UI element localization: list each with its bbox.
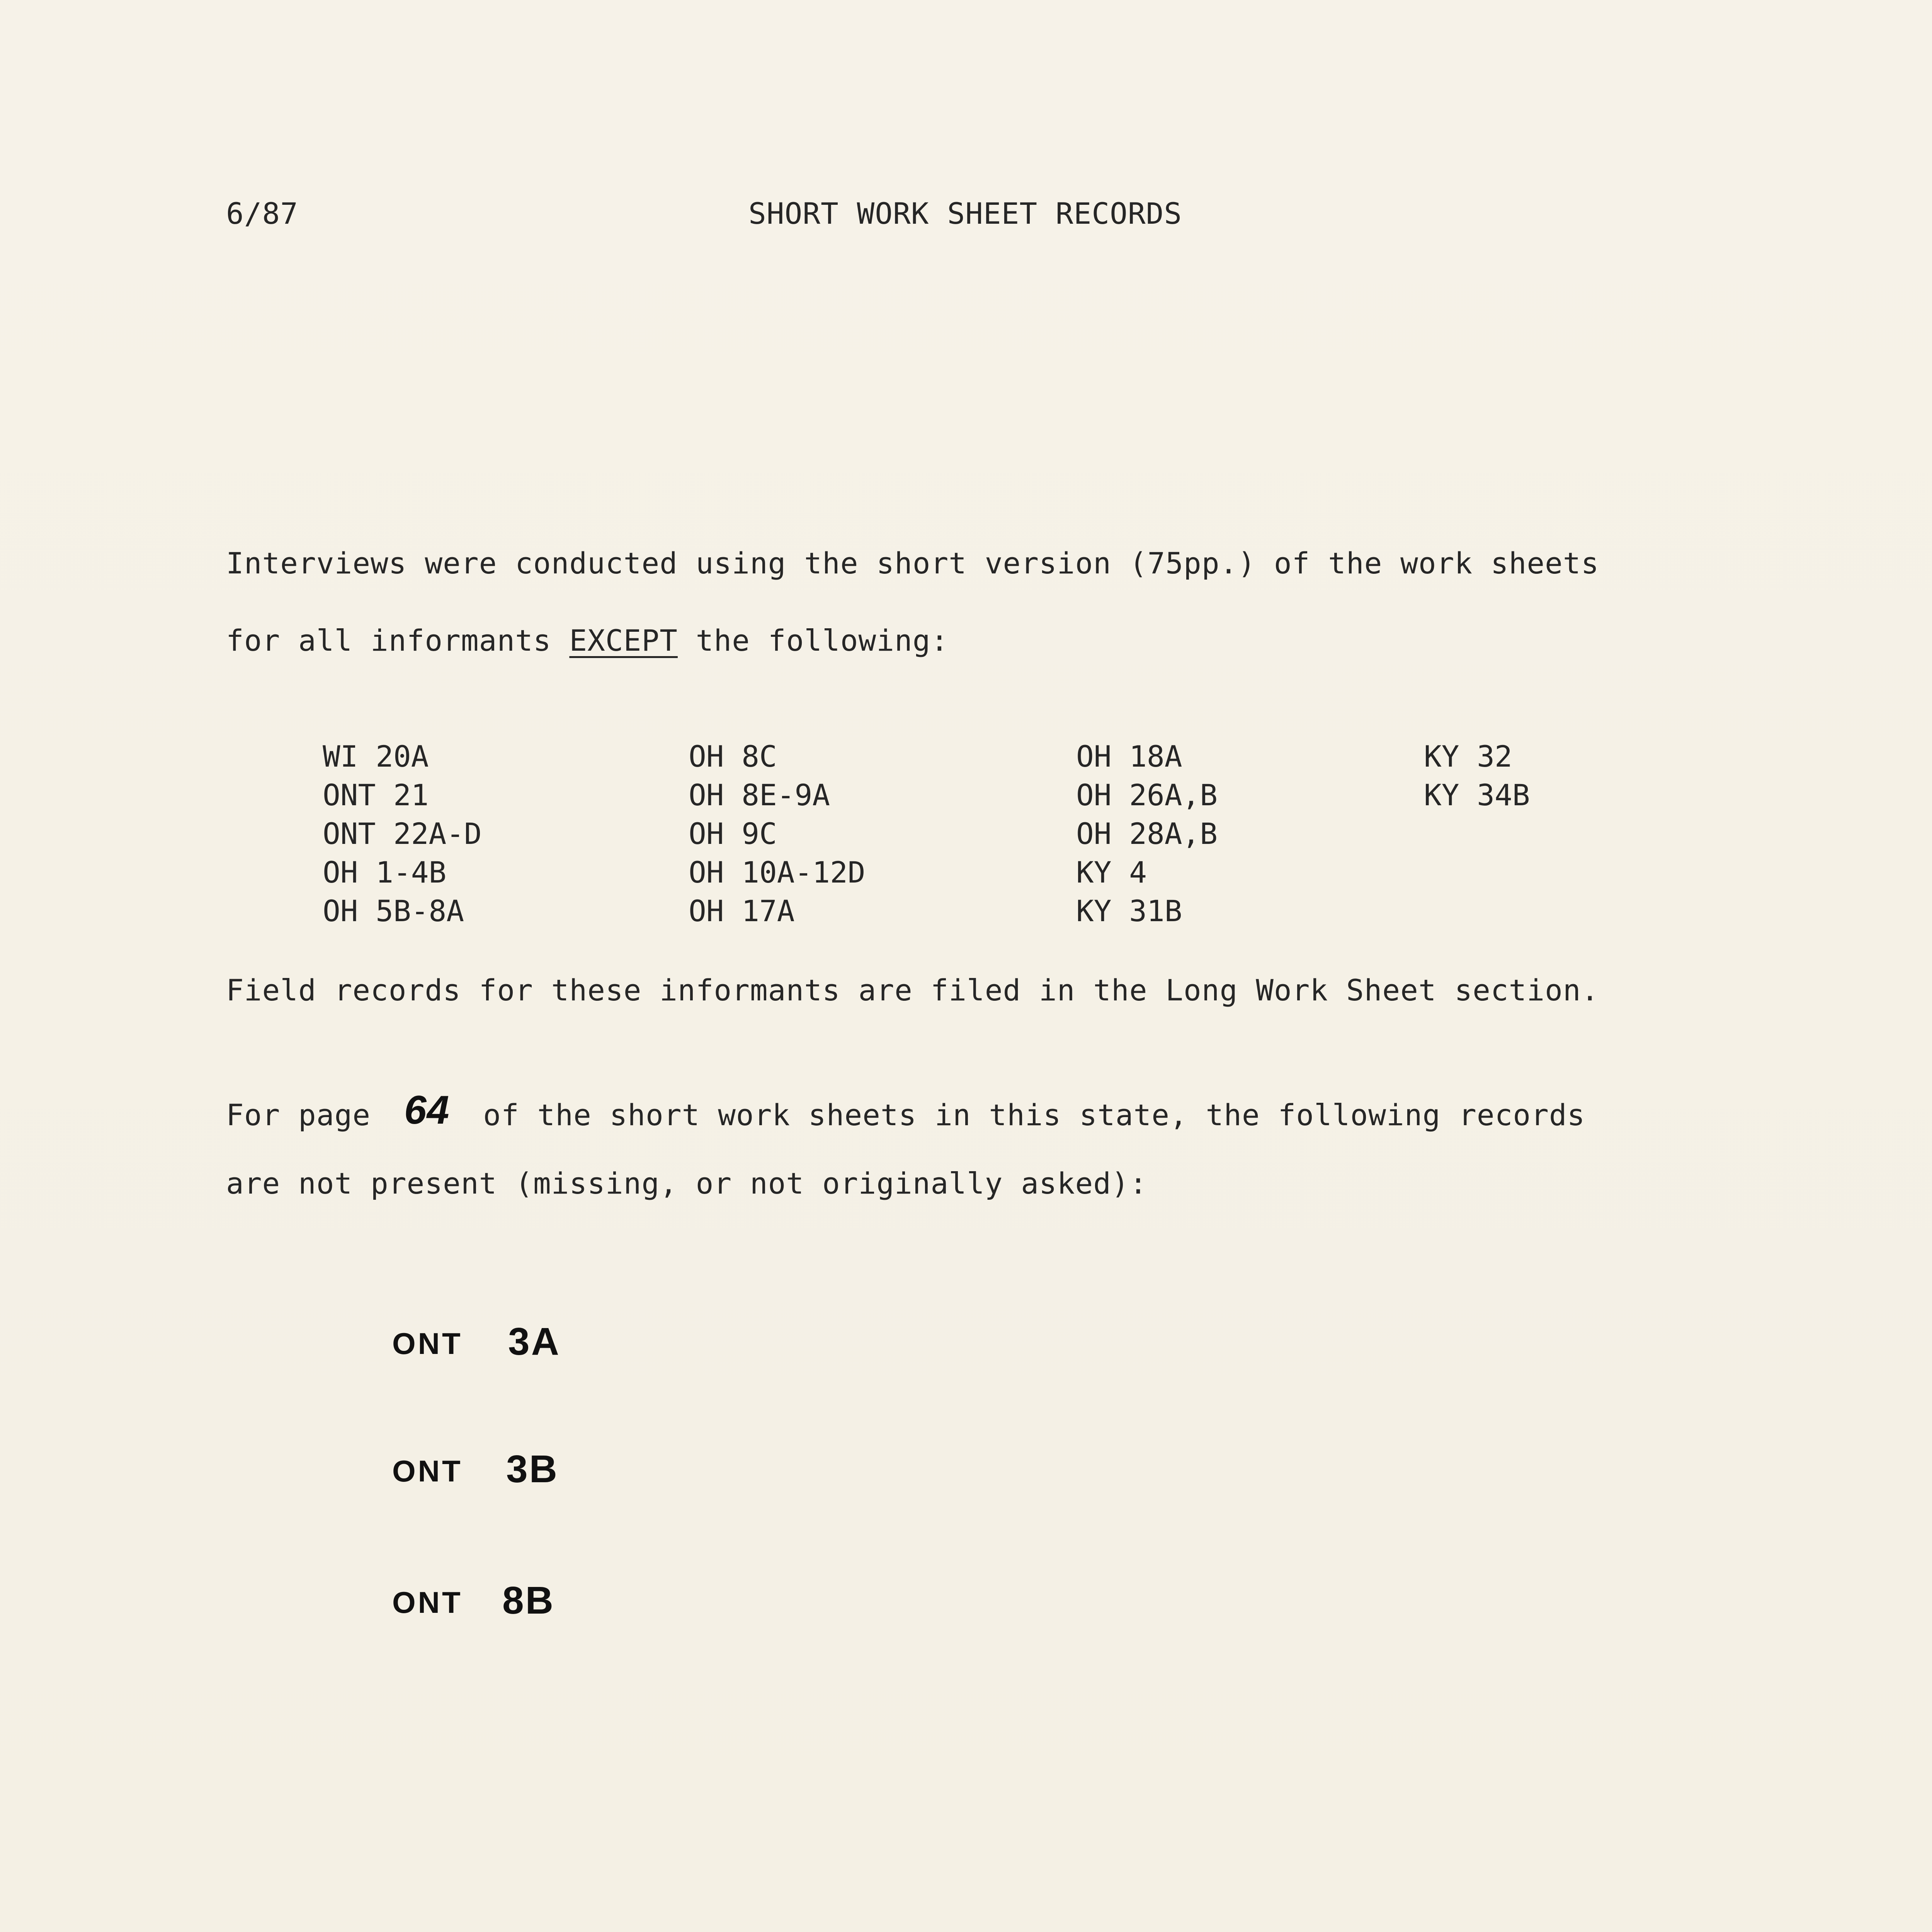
record-id: 3B <box>506 1447 559 1491</box>
handwritten-page-number: 64 <box>404 1088 450 1133</box>
missing-line-1-prefix: For page <box>226 1098 389 1132</box>
exception-item: OH 8E-9A <box>689 778 830 812</box>
exception-item: OH 17A <box>689 894 795 928</box>
exception-item: OH 18A <box>1076 739 1182 774</box>
exception-item: KY 32 <box>1424 739 1512 774</box>
intro-line-2 <box>226 623 949 658</box>
document-title: SHORT WORK SHEET RECORDS <box>748 196 1182 231</box>
exception-item: KY 31B <box>1076 894 1182 928</box>
except-emphasis: EXCEPT <box>569 623 678 658</box>
exception-item: OH 8C <box>689 739 777 774</box>
exception-item: OH 28A,B <box>1076 816 1218 851</box>
exception-item: OH 10A-12D <box>689 855 866 889</box>
intro-line-2-suffix: the following: <box>677 623 949 658</box>
field-records-note: Field records for these informants are filed in the Long Work Sheet section. <box>226 973 1599 1007</box>
missing-line-1-suffix: of the short work sheets in this state, the following records <box>465 1098 1585 1132</box>
intro-line-1: Interviews were conducted using the short version (75pp.) of the work sheets <box>226 546 1599 580</box>
record-id: 3A <box>508 1320 561 1363</box>
exception-item: KY 34B <box>1424 778 1530 812</box>
missing-line-2: are not present (missing, or not originally asked): <box>226 1166 1148 1201</box>
exception-item: OH 5B-8A <box>323 894 464 928</box>
intro-line-2-prefix: for all informants <box>226 623 570 658</box>
record-prefix: ONT <box>392 1454 463 1488</box>
record-prefix: ONT <box>392 1327 463 1361</box>
record-prefix: ONT <box>392 1585 463 1619</box>
record-id: 8B <box>502 1579 555 1622</box>
exception-item: OH 9C <box>689 816 777 851</box>
exception-item: ONT 21 <box>323 778 429 812</box>
exception-item: WI 20A <box>323 739 429 774</box>
document-date: 6/87 <box>226 196 299 231</box>
missing-line-1 <box>226 1088 1585 1133</box>
exception-item: OH 26A,B <box>1076 778 1218 812</box>
exception-item: OH 1-4B <box>323 855 447 889</box>
exception-item: KY 4 <box>1076 855 1147 889</box>
exception-item: ONT 22A-D <box>323 816 482 851</box>
